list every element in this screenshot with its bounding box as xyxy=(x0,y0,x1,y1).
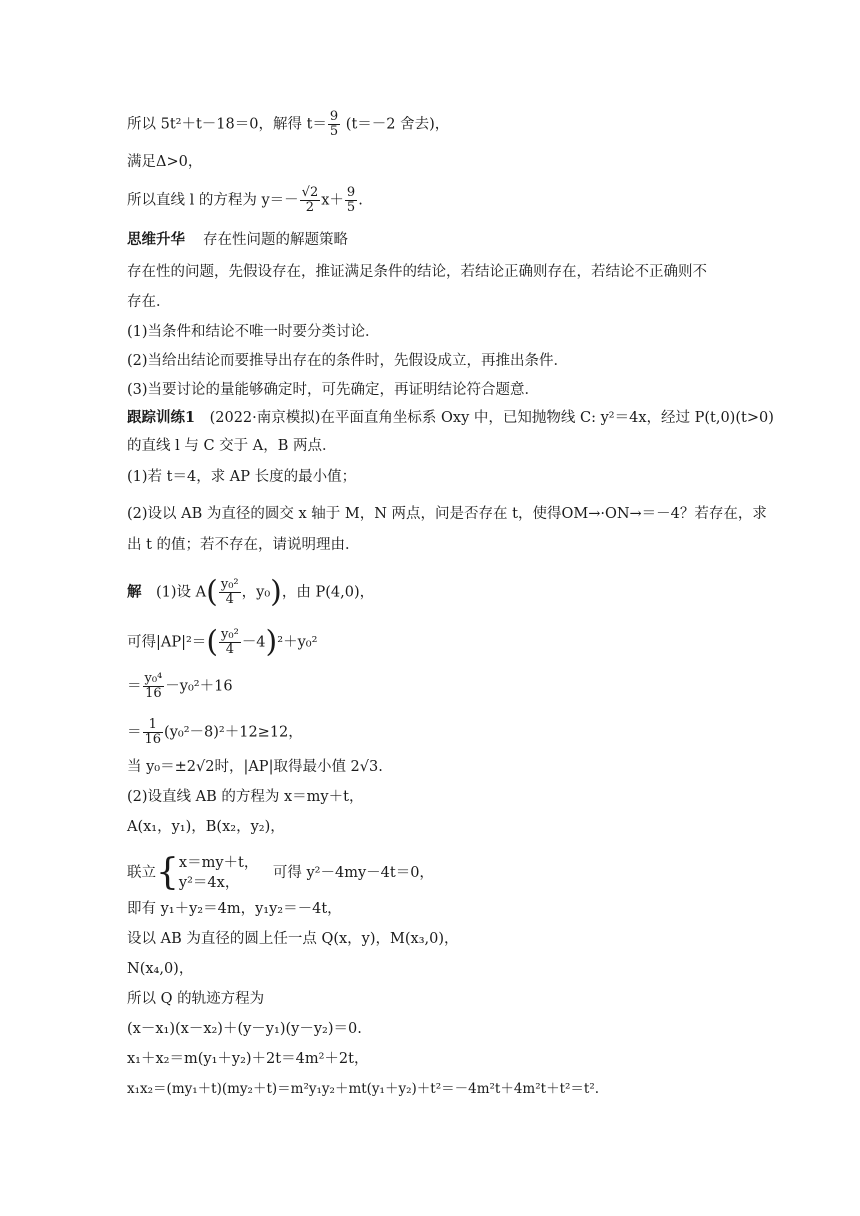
fraction xyxy=(328,110,340,139)
numerator: y₀⁴ xyxy=(144,671,163,686)
paren-left: ( xyxy=(206,574,218,610)
equation-system xyxy=(179,853,258,893)
text-span: x＋ xyxy=(321,192,344,209)
solution-line-6: (2)设直线 AB 的方程为 x＝my＋t， xyxy=(127,789,364,805)
strategy-item-3: (3)当要讨论的量能够确定时，可先确定，再证明结论符合题意． xyxy=(127,382,540,398)
exercise-label: 跟踪训练1 xyxy=(127,409,196,426)
solution-line-11: N(x₄,0)， xyxy=(127,961,194,977)
solution-line-9: 即有 y₁＋y₂＝4m，y₁y₂＝－4t， xyxy=(127,901,342,917)
heading-label: 思维升华 xyxy=(127,231,185,248)
exercise-text-line: 的直线 l 与 C 交于 A，B 两点． xyxy=(127,438,337,454)
system-eq-1: x＝my＋t， xyxy=(178,855,259,871)
text-span: －4 xyxy=(241,634,266,651)
text-span: ＝ xyxy=(127,678,142,695)
text-span: 可得|AP|²＝ xyxy=(127,634,207,651)
text-span: ，由 P(4,0)， xyxy=(281,584,375,601)
strategy-item-1: (1)当条件和结论不唯一时要分类讨论． xyxy=(127,324,380,340)
heading-title: 存在性问题的解题策略 xyxy=(203,232,348,248)
solution-line-13: (x－x₁)(x－x₂)＋(y－y₁)(y－y₂)＝0. xyxy=(127,1021,362,1037)
solution-line-5: 当 y₀＝±2√2时，|AP|取得最小值 2√3. xyxy=(127,759,383,775)
solution-system xyxy=(127,853,434,893)
numerator: 9 xyxy=(329,109,339,124)
text-span: －y₀²＋16 xyxy=(165,678,233,695)
fraction xyxy=(143,672,165,701)
numerator: y₀² xyxy=(221,627,239,642)
numerator: √2 xyxy=(301,185,319,200)
denominator: 5 xyxy=(329,124,339,139)
solution-line-12: 所以 Q 的轨迹方程为 xyxy=(127,991,265,1007)
left-brace: { xyxy=(156,852,179,893)
question-2: (2)设以 AB 为直径的圆交 x 轴于 M，N 两点，问是否存在 t，使得OM→·ON→＝－4？若存在，求 xyxy=(127,506,767,522)
numerator: 1 xyxy=(143,718,164,733)
solution-label: 解 xyxy=(127,583,142,601)
solution-line-4 xyxy=(127,718,303,747)
exercise-text: (2022·南京模拟)在平面直角坐标系 Oxy 中，已知抛物线 C: y²＝4x，经过 P(t,0)(t>0) xyxy=(195,410,774,426)
text-span: 所以直线 l 的方程为 y＝－ xyxy=(127,192,299,209)
paragraph-line: 存在性的问题，先假设存在，推证满足条件的结论，若结论正确则存在，若结论不正确则不 xyxy=(127,264,707,280)
fraction xyxy=(219,578,241,607)
text-span: (t＝－2 舍去)， xyxy=(341,116,450,133)
text-span: ＝ xyxy=(127,724,142,741)
numerator: y₀² xyxy=(220,577,239,592)
condition-line: 满足Δ>0， xyxy=(127,154,203,170)
text-span: . xyxy=(358,192,363,209)
text-span: ²＋y₀² xyxy=(277,634,318,651)
fraction xyxy=(219,628,241,657)
text-span: (y₀²－8)²＋12≥12， xyxy=(164,724,303,741)
solution-line-15: x₁x₂＝(my₁＋t)(my₂＋t)＝m²y₁y₂＋mt(y₁＋y₂)＋t²＝－4m²t＋4m²t＋t²＝t². xyxy=(127,1081,600,1097)
paren-left: ( xyxy=(206,624,219,660)
denominator: 16 xyxy=(144,732,162,747)
denominator: 2 xyxy=(305,200,315,215)
question-1: (1)若 t＝4，求 AP 长度的最小值； xyxy=(127,469,357,485)
solution-line-7: A(x₁，y₁)，B(x₂，y₂)， xyxy=(127,819,285,835)
text-span: ，y₀ xyxy=(241,584,271,601)
denominator: 4 xyxy=(225,592,234,607)
denominator: 5 xyxy=(346,200,356,215)
solution-line-14: x₁＋x₂＝m(y₁＋y₂)＋2t＝4m²＋2t， xyxy=(127,1051,369,1067)
denominator: 16 xyxy=(145,686,162,701)
section-heading xyxy=(127,230,348,250)
numerator: 9 xyxy=(346,185,356,200)
fraction xyxy=(143,718,164,747)
line-equation xyxy=(127,186,363,215)
fraction xyxy=(345,186,357,215)
text-span: 可得 y²－4my－4t＝0， xyxy=(258,865,434,881)
solution-line-2 xyxy=(127,624,318,660)
text-span: (1)设 A xyxy=(141,584,207,601)
text-span: 联立 xyxy=(127,865,156,881)
solution-line-10: 设以 AB 为直径的圆上任一点 Q(x，y)，M(x₃,0)， xyxy=(127,931,459,947)
strategy-item-2: (2)当给出结论而要推导出存在的条件时，先假设成立，再推出条件． xyxy=(127,353,569,369)
paren-right: ) xyxy=(265,624,278,660)
equation-line-1 xyxy=(127,110,449,139)
text-span: 所以 5t²＋t－18＝0，解得 t＝ xyxy=(127,116,327,133)
question-2-cont: 出 t 的值；若不存在，请说明理由． xyxy=(127,537,360,553)
denominator: 4 xyxy=(225,642,235,657)
solution-line-1 xyxy=(127,574,375,610)
paragraph-line: 存在． xyxy=(127,294,171,310)
paren-right: ) xyxy=(270,574,282,610)
system-eq-2: y²＝4x， xyxy=(178,875,240,891)
fraction xyxy=(300,186,321,215)
solution-line-3 xyxy=(127,672,233,701)
exercise-heading xyxy=(127,408,774,428)
